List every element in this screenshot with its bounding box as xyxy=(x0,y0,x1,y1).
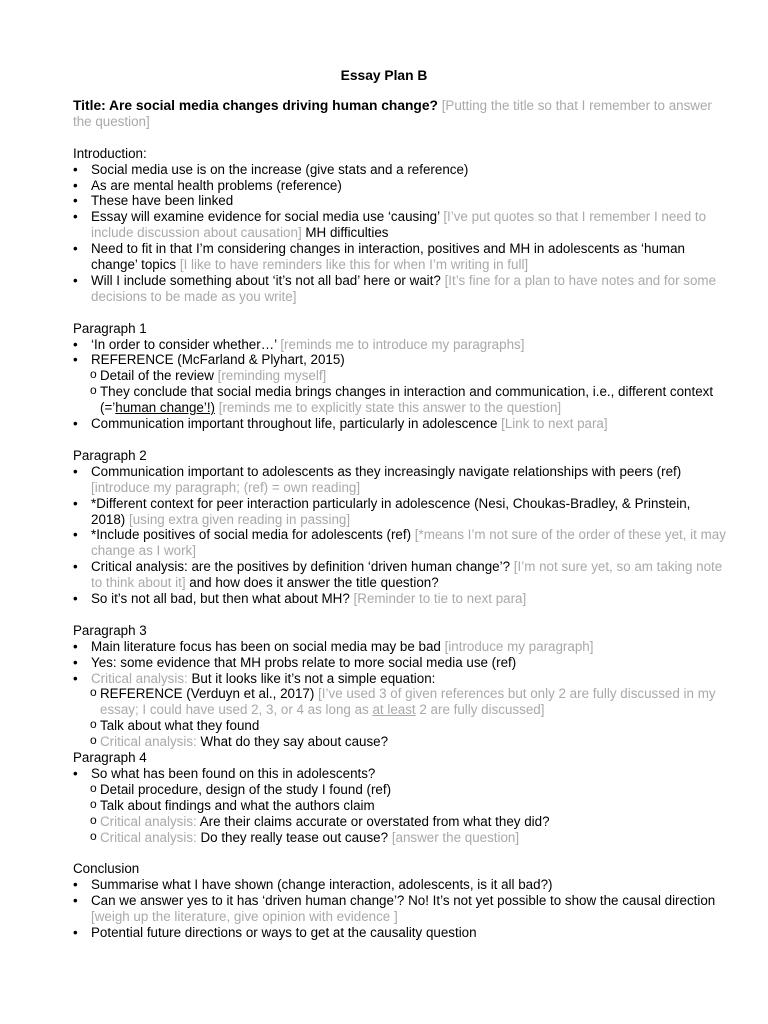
margin-note: [reminds me to explicitly state this answer to the question] xyxy=(218,400,562,416)
essay-title-line xyxy=(73,98,728,130)
conclusion-list xyxy=(73,877,728,941)
paragraph-4-list xyxy=(73,766,728,846)
list-item: • Summarise what I have shown (change interaction, adolescents, is it all bad?) xyxy=(73,877,728,893)
sub-list-item: o Critical analysis: What do they say about cause? xyxy=(73,734,728,750)
paragraph-3-list xyxy=(73,639,728,750)
sub-list-item: o Critical analysis: Are their claims accurate or overstated from what they did? xyxy=(73,814,728,830)
sub-list-item: o REFERENCE (Verduyn et al., 2017) [I’ve used 3 of given references but only 2 are fully discussed in my essay; I could have used 2, 3, or 4 as long as at least 2 are fully discussed] xyxy=(73,686,728,718)
sub-list-item: o Critical analysis: Do they really tease out cause? [answer the question] xyxy=(73,830,728,846)
paragraph-1-list xyxy=(73,337,728,432)
list-item: • So what has been found on this in adolescents? o Detail procedure, design of the study I found (ref) o Talk about findings and what the authors claim o Critical analysis: Are their claims accurate or overstated from what they did? o Critical analysis: Do they really tease out cause? [answer the question] xyxy=(73,766,728,846)
introduction-heading: Introduction: xyxy=(73,145,147,161)
margin-note: [introduce my paragraph; (ref) = own reading] xyxy=(91,479,361,495)
list-item: • Essay will examine evidence for social media use ‘causing’ [I’ve put quotes so that I remember I need to include discussion about causation] MH difficulties xyxy=(73,209,728,241)
sub-list-item: o Talk about findings and what the authors claim xyxy=(73,798,728,814)
list-item: • Critical analysis: are the positives by definition ‘driven human change’? [I’m not sure yet, so am taking note to think about it] and how does it answer the title question? xyxy=(73,559,728,591)
conclusion-heading: Conclusion xyxy=(73,861,140,877)
margin-note: [I’ve put quotes so that I remember I need to include discussion about causation] xyxy=(91,209,707,241)
margin-note: [reminds me to introduce my paragraphs] xyxy=(280,336,525,352)
list-item: • So it’s not all bad, but then what about MH? [Reminder to tie to next para] xyxy=(73,591,728,607)
margin-note: [introduce my paragraph] xyxy=(444,638,594,654)
list-item: • *Include positives of social media for adolescents (ref) [*means I’m not sure of the order of these yet, it may change as I work] xyxy=(73,527,728,559)
essay-title: Title: Are social media changes driving human change? xyxy=(73,98,438,113)
sub-list xyxy=(73,368,728,416)
paragraph-2-heading: Paragraph 2 xyxy=(73,447,147,463)
list-item: • Need to fit in that I’m considering changes in interaction, positives and MH in adolescents as ‘human change’ topics [I like to have reminders like this for when I’m writing in full] xyxy=(73,241,728,273)
sub-list xyxy=(73,782,728,846)
sub-list-item: o They conclude that social media brings changes in interaction and communication, i.e., different context (=’human change’!) [reminds me to explicitly state this answer to the question] xyxy=(73,384,728,416)
list-item: • ‘In order to consider whether…’ [reminds me to introduce my paragraphs] xyxy=(73,337,728,353)
essay-title-note: [Putting the title so that I remember to answer the question] xyxy=(73,98,712,129)
margin-note: [answer the question] xyxy=(391,829,520,845)
list-item: • Can we answer yes to it has ‘driven human change’? No! It’s not yet possible to show the causal direction [weigh up the literature, give opinion with evidence ] xyxy=(73,893,728,925)
paragraph-1-heading: Paragraph 1 xyxy=(73,320,147,336)
sub-list-item: o Detail of the review [reminding myself] xyxy=(73,368,728,384)
critical-analysis-label: Critical analysis: xyxy=(100,813,197,829)
list-item: • Social media use is on the increase (give stats and a reference) xyxy=(73,162,728,178)
margin-note: [weigh up the literature, give opinion with evidence ] xyxy=(91,909,398,925)
list-item: • These have been linked xyxy=(73,193,728,209)
sub-list-item: o Detail procedure, design of the study I found (ref) xyxy=(73,782,728,798)
sub-list-item: o Talk about what they found xyxy=(73,718,728,734)
list-item: • Yes: some evidence that MH probs relate to more social media use (ref) xyxy=(73,655,728,671)
list-item: • REFERENCE (McFarland & Plyhart, 2015) o Detail of the review [reminding myself] o They conclude that social media brings changes in interaction and communication, i.e., different context (=’human change’!) [reminds me to explicitly state this answer to the question] xyxy=(73,352,728,416)
margin-note: [I’m not sure yet, so am taking note to think about it] xyxy=(91,559,723,591)
underlined-phrase: human change’!) xyxy=(115,400,216,416)
underlined-phrase: at least xyxy=(372,702,416,718)
list-item: • Potential future directions or ways to get at the causality question xyxy=(73,925,728,941)
list-item: • Will I include something about ‘it’s not all bad’ here or wait? [It’s fine for a plan to have notes and for some decisions to be made as you write] xyxy=(73,273,728,305)
sub-list xyxy=(73,686,728,750)
margin-note: [Reminder to tie to next para] xyxy=(353,591,527,607)
critical-analysis-label: Critical analysis: xyxy=(91,670,188,686)
introduction-list xyxy=(73,162,728,305)
paragraph-4-heading: Paragraph 4 xyxy=(73,750,147,766)
document-heading: Essay Plan B xyxy=(340,68,428,83)
critical-analysis-label: Critical analysis: xyxy=(100,734,197,750)
list-item: • Communication important to adolescents as they increasingly navigate relationships with peers (ref) [introduce my paragraph; (ref) = own reading] xyxy=(73,464,728,496)
margin-note: [Link to next para] xyxy=(501,416,608,432)
list-item: • Critical analysis: But it looks like it’s not a simple equation: o REFERENCE (Verduyn et al., 2017) [I’ve used 3 of given references but only 2 are fully discussed in my essay; I could have used 2, 3, or 4 as long as at least 2 are fully discussed] o Talk about what they found o Critical analysis: What do they say about cause? xyxy=(73,671,728,751)
paragraph-2-list xyxy=(73,464,728,607)
list-item: • Communication important throughout life, particularly in adolescence [Link to next para] xyxy=(73,416,728,432)
margin-note: [*means I’m not sure of the order of these yet, it may change as I work] xyxy=(91,527,726,559)
margin-note: 2 are fully discussed] xyxy=(419,702,545,718)
document-body xyxy=(73,98,728,941)
margin-note: [using extra given reading in passing] xyxy=(128,511,351,527)
paragraph-3-heading: Paragraph 3 xyxy=(73,622,147,638)
list-item: • *Different context for peer interaction particularly in adolescence (Nesi, Choukas-Bradley, & Prinstein, 2018) [using extra given reading in passing] xyxy=(73,496,728,528)
list-item: • Main literature focus has been on social media may be bad [introduce my paragraph] xyxy=(73,639,728,655)
list-item: • As are mental health problems (reference) xyxy=(73,178,728,194)
critical-analysis-label: Critical analysis: xyxy=(100,829,197,845)
margin-note: [I’ve used 3 of given references but only 2 are fully discussed in my essay; I could have used 2, 3, or 4 as long as xyxy=(100,686,716,718)
margin-note: [It’s fine for a plan to have notes and for some decisions to be made as you write] xyxy=(91,272,717,304)
margin-note: [reminding myself] xyxy=(217,368,327,384)
margin-note: [I like to have reminders like this for when I’m writing in full] xyxy=(179,257,529,273)
